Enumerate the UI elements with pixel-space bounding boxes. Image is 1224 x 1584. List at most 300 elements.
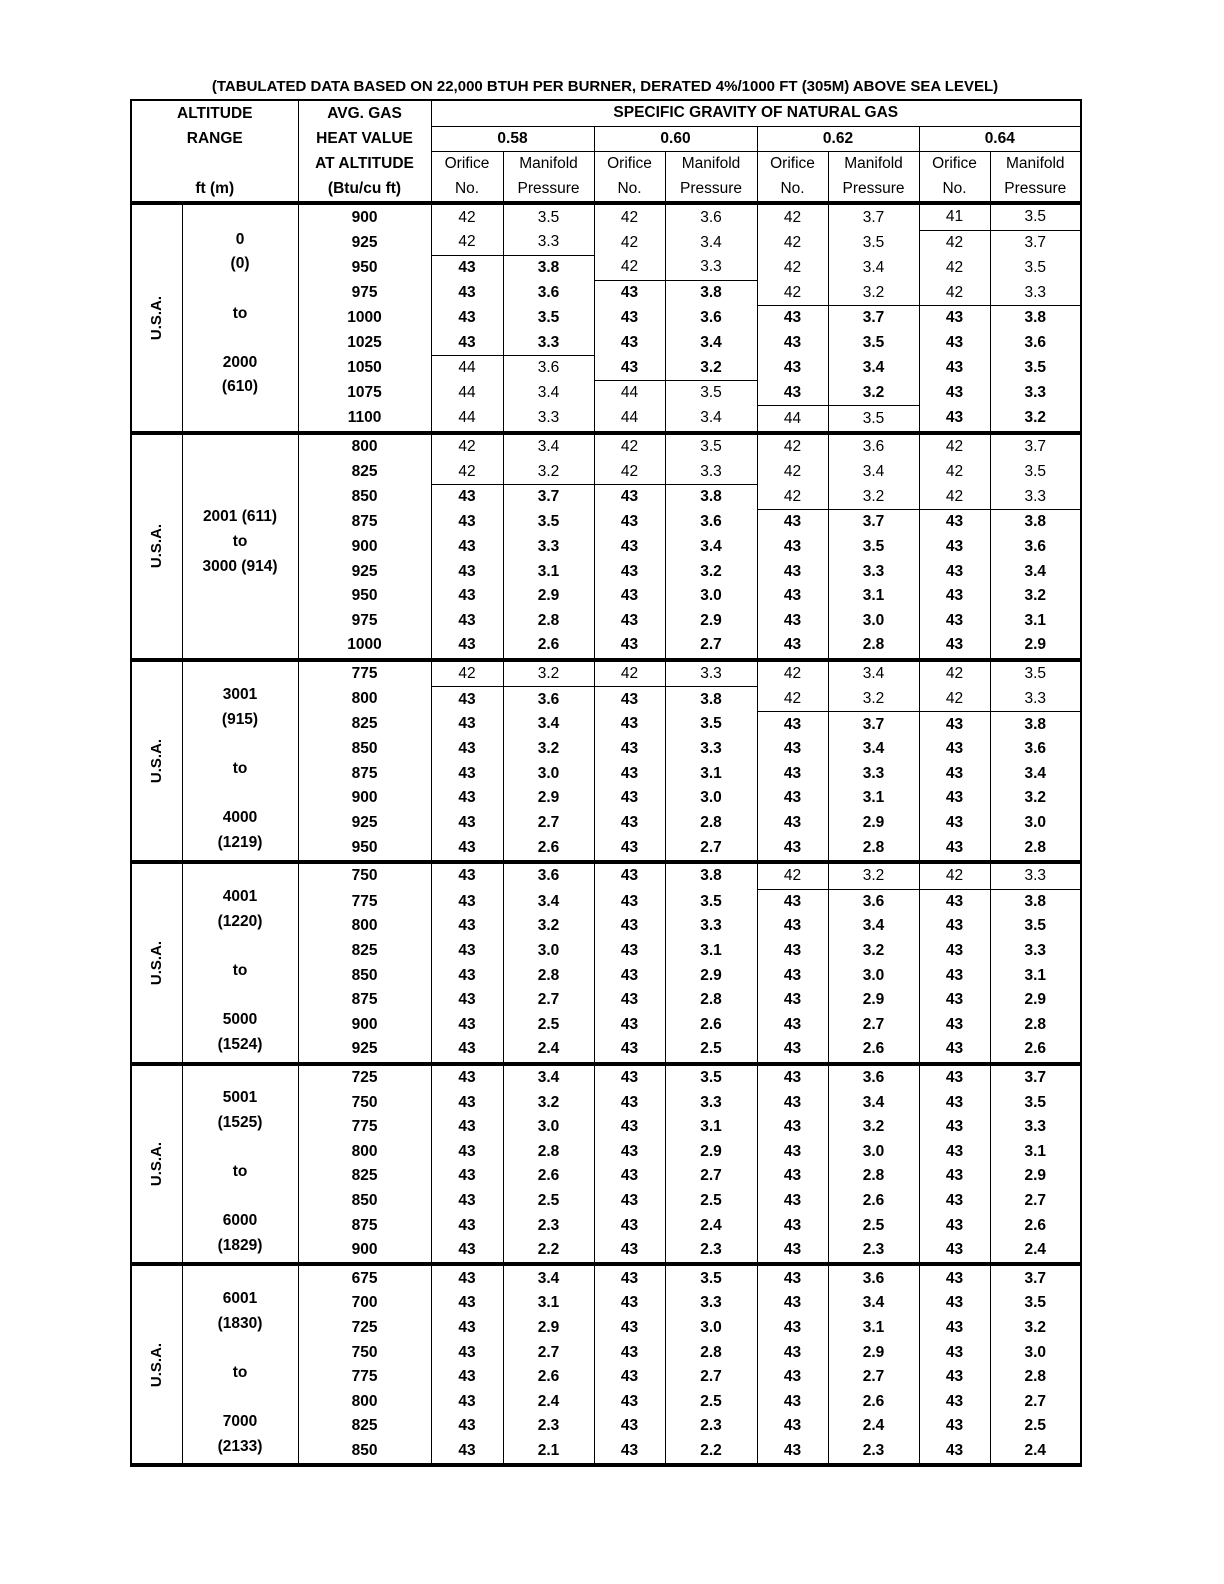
- manifold-pressure-cell: 2.6: [503, 1365, 594, 1390]
- altitude-range-line: (1219): [217, 833, 263, 851]
- orifice-cell: 43: [594, 609, 665, 634]
- orifice-cell: 43: [594, 939, 665, 964]
- manifold-pressure-cell: 2.9: [990, 633, 1081, 660]
- manifold-pressure-cell: 3.2: [828, 485, 919, 510]
- orifice-cell: 43: [919, 1213, 990, 1238]
- orifice-cell: 43: [594, 1365, 665, 1390]
- manifold-pressure-cell: 3.3: [990, 485, 1081, 510]
- manifold-pressure-cell: 3.1: [665, 1115, 757, 1140]
- orifice-cell: 43: [919, 712, 990, 737]
- orifice-cell: 43: [919, 535, 990, 560]
- altitude-range-line: [183, 864, 298, 889]
- manifold-pressure-cell: 3.4: [828, 737, 919, 762]
- heat-value-cell: 825: [298, 459, 431, 484]
- orifice-cell: 43: [431, 737, 503, 762]
- orifice-cell: 43: [757, 963, 828, 988]
- orifice-cell: 42: [919, 255, 990, 280]
- manifold-pressure-cell: 3.0: [665, 786, 757, 811]
- manifold-pressure-cell: 3.3: [990, 280, 1081, 305]
- manifold-pressure-header: Pressure: [828, 177, 919, 204]
- country-label: U.S.A.: [147, 295, 165, 341]
- orifice-cell: 43: [431, 1164, 503, 1189]
- manifold-pressure-cell: 2.5: [503, 1013, 594, 1038]
- orifice-cell: 43: [757, 1139, 828, 1164]
- heat-value-cell: 675: [298, 1264, 431, 1291]
- manifold-pressure-cell: 3.5: [503, 203, 594, 230]
- orifice-cell: 43: [919, 1139, 990, 1164]
- manifold-pressure-cell: 3.3: [665, 459, 757, 484]
- orifice-cell: 43: [431, 584, 503, 609]
- manifold-header: Manifold: [990, 152, 1081, 177]
- altitude-range-line: (1525): [217, 1113, 263, 1131]
- manifold-pressure-cell: 3.5: [828, 230, 919, 255]
- orifice-cell: 43: [594, 1164, 665, 1189]
- manifold-pressure-cell: 3.0: [503, 1115, 594, 1140]
- orifice-no-header: No.: [757, 177, 828, 204]
- altitude-range-line: [183, 1266, 298, 1291]
- orifice-cell: 42: [757, 687, 828, 712]
- manifold-pressure-cell: 2.6: [503, 633, 594, 660]
- altitude-range-line: [183, 662, 298, 687]
- orifice-cell: 43: [919, 510, 990, 535]
- manifold-pressure-cell: 3.6: [665, 305, 757, 330]
- orifice-cell: 43: [757, 1316, 828, 1341]
- manifold-pressure-cell: 2.3: [503, 1414, 594, 1439]
- orifice-cell: 43: [757, 609, 828, 634]
- orifice-cell: 42: [757, 230, 828, 255]
- manifold-pressure-cell: 3.8: [665, 280, 757, 305]
- altitude-range-line: to: [232, 1163, 248, 1181]
- heat-value-cell: 750: [298, 862, 431, 889]
- manifold-header: Manifold: [503, 152, 594, 177]
- table-row: [131, 203, 1081, 230]
- manifold-pressure-cell: 3.7: [990, 1064, 1081, 1091]
- orifice-cell: 43: [431, 510, 503, 535]
- manifold-pressure-cell: 2.5: [828, 1213, 919, 1238]
- orifice-cell: 43: [431, 1291, 503, 1316]
- range-header: RANGE: [131, 126, 298, 152]
- heat-value-cell: 1050: [298, 356, 431, 381]
- orifice-cell: 43: [757, 1365, 828, 1390]
- altitude-range-cell: [182, 660, 298, 862]
- manifold-pressure-cell: 3.5: [990, 1090, 1081, 1115]
- orifice-cell: 43: [757, 988, 828, 1013]
- orifice-cell: 43: [919, 1389, 990, 1414]
- heat-value-cell: 850: [298, 737, 431, 762]
- orifice-cell: 42: [757, 660, 828, 687]
- orifice-cell: 42: [919, 485, 990, 510]
- altitude-range-line: [183, 987, 298, 1012]
- orifice-cell: 43: [757, 737, 828, 762]
- manifold-pressure-cell: 3.7: [990, 433, 1081, 460]
- altitude-range-line: 3000 (914): [202, 557, 278, 575]
- orifice-cell: 43: [594, 737, 665, 762]
- altitude-range-line: 4000: [222, 809, 258, 826]
- altitude-range-line: to: [232, 304, 248, 322]
- orifice-cell: 43: [757, 559, 828, 584]
- manifold-pressure-cell: 3.6: [503, 280, 594, 305]
- heat-value-cell: 950: [298, 584, 431, 609]
- orifice-cell: 43: [919, 1037, 990, 1064]
- manifold-pressure-cell: 3.8: [990, 510, 1081, 535]
- manifold-pressure-cell: 2.8: [665, 811, 757, 836]
- altitude-range-line: (1829): [217, 1236, 263, 1254]
- manifold-pressure-cell: 2.8: [503, 609, 594, 634]
- manifold-pressure-cell: 3.2: [828, 939, 919, 964]
- manifold-pressure-cell: 3.4: [828, 255, 919, 280]
- altitude-range-line: (0): [230, 255, 250, 273]
- orifice-cell: 43: [594, 914, 665, 939]
- heat-value-cell: 1100: [298, 406, 431, 433]
- orifice-cell: 43: [757, 1164, 828, 1189]
- country-cell: [131, 1264, 182, 1465]
- orifice-cell: 43: [757, 1189, 828, 1214]
- manifold-pressure-cell: 3.4: [828, 459, 919, 484]
- orifice-cell: 43: [431, 712, 503, 737]
- manifold-pressure-cell: 3.3: [503, 330, 594, 355]
- altitude-range-line: [183, 281, 298, 306]
- orifice-cell: 43: [431, 835, 503, 862]
- orifice-cell: 44: [431, 406, 503, 433]
- orifice-cell: 43: [757, 1291, 828, 1316]
- manifold-pressure-cell: 3.3: [828, 762, 919, 787]
- manifold-pressure-cell: 3.0: [665, 584, 757, 609]
- orifice-cell: 43: [919, 1414, 990, 1439]
- heat-value-cell: 850: [298, 963, 431, 988]
- country-cell: [131, 203, 182, 433]
- manifold-pressure-cell: 2.2: [665, 1439, 757, 1466]
- orifice-cell: 43: [919, 1090, 990, 1115]
- manifold-pressure-cell: 3.3: [665, 1090, 757, 1115]
- manifold-pressure-cell: 3.3: [665, 660, 757, 687]
- orifice-cell: 43: [594, 633, 665, 660]
- altitude-range-line: [183, 1139, 298, 1164]
- heat-value-cell: 875: [298, 1213, 431, 1238]
- gravity-header-064: 0.64: [919, 126, 1081, 152]
- orifice-cell: 43: [431, 1064, 503, 1091]
- heat-value-cell: 1025: [298, 330, 431, 355]
- manifold-pressure-cell: 3.3: [503, 406, 594, 433]
- orifice-cell: 43: [431, 255, 503, 280]
- heat-value-cell: 900: [298, 1013, 431, 1038]
- country-label: U.S.A.: [147, 738, 165, 783]
- orifice-cell: 43: [431, 1213, 503, 1238]
- orifice-cell: 43: [757, 330, 828, 355]
- manifold-pressure-cell: 2.3: [665, 1238, 757, 1265]
- manifold-pressure-cell: 2.5: [665, 1037, 757, 1064]
- gravity-header-058: 0.58: [431, 126, 594, 152]
- altitude-range-line: [183, 785, 298, 810]
- orifice-cell: 44: [757, 406, 828, 433]
- manifold-pressure-cell: 2.7: [665, 1365, 757, 1390]
- manifold-pressure-cell: 3.2: [828, 1115, 919, 1140]
- orifice-cell: 43: [757, 535, 828, 560]
- table-row: [131, 862, 1081, 889]
- orifice-cell: 43: [919, 356, 990, 381]
- manifold-pressure-cell: 2.4: [503, 1037, 594, 1064]
- orifice-cell: 43: [919, 406, 990, 433]
- manifold-pressure-cell: 2.9: [665, 963, 757, 988]
- heat-value-cell: 825: [298, 1414, 431, 1439]
- orifice-header: Orifice: [431, 152, 503, 177]
- orifice-cell: 43: [431, 1013, 503, 1038]
- altitude-range-line: [183, 330, 298, 355]
- manifold-pressure-cell: 2.9: [503, 1316, 594, 1341]
- orifice-cell: 43: [431, 1090, 503, 1115]
- altitude-range-cell: [182, 433, 298, 660]
- manifold-pressure-cell: 3.5: [828, 406, 919, 433]
- altitude-range-line: to: [232, 961, 248, 979]
- orifice-cell: 43: [594, 1414, 665, 1439]
- orifice-cell: 43: [594, 510, 665, 535]
- orifice-cell: 43: [431, 1238, 503, 1265]
- orifice-cell: 43: [919, 1189, 990, 1214]
- orifice-cell: 43: [757, 786, 828, 811]
- orifice-cell: 42: [594, 255, 665, 280]
- manifold-pressure-cell: 3.2: [665, 356, 757, 381]
- manifold-pressure-cell: 2.4: [990, 1439, 1081, 1466]
- heat-value-cell: 925: [298, 230, 431, 255]
- altitude-range-line: [183, 436, 298, 461]
- altitude-range-line: 5001: [222, 1089, 258, 1107]
- manifold-pressure-cell: 3.4: [828, 356, 919, 381]
- manifold-pressure-cell: 2.8: [665, 988, 757, 1013]
- heat-value-cell: 975: [298, 280, 431, 305]
- orifice-cell: 43: [919, 1365, 990, 1390]
- altitude-range-line: [183, 1189, 298, 1214]
- manifold-pressure-cell: 3.0: [665, 1316, 757, 1341]
- orifice-cell: 43: [594, 1037, 665, 1064]
- orifice-cell: 43: [757, 1439, 828, 1466]
- manifold-pressure-cell: 2.2: [503, 1238, 594, 1265]
- manifold-pressure-cell: 3.0: [990, 1340, 1081, 1365]
- orifice-cell: 43: [757, 1264, 828, 1291]
- orifice-cell: 43: [594, 485, 665, 510]
- manifold-pressure-cell: 3.4: [665, 535, 757, 560]
- heat-value-cell: 850: [298, 485, 431, 510]
- orifice-cell: 43: [919, 1264, 990, 1291]
- orifice-cell: 43: [594, 1213, 665, 1238]
- manifold-pressure-cell: 3.5: [828, 535, 919, 560]
- orifice-cell: 43: [594, 1090, 665, 1115]
- orifice-cell: 43: [431, 1037, 503, 1064]
- orifice-cell: 41: [919, 203, 990, 230]
- manifold-pressure-cell: 3.5: [990, 459, 1081, 484]
- manifold-pressure-cell: 3.5: [503, 305, 594, 330]
- orifice-cell: 43: [919, 737, 990, 762]
- heat-value-cell: 725: [298, 1316, 431, 1341]
- country-cell: [131, 660, 182, 862]
- heat-value-cell: 775: [298, 660, 431, 687]
- orifice-cell: 43: [431, 559, 503, 584]
- manifold-pressure-cell: 3.5: [990, 203, 1081, 230]
- manifold-pressure-cell: 3.0: [503, 762, 594, 787]
- heat-value-cell: 700: [298, 1291, 431, 1316]
- orifice-cell: 43: [594, 584, 665, 609]
- orifice-header: Orifice: [594, 152, 665, 177]
- heat-value-cell: 1000: [298, 305, 431, 330]
- manifold-pressure-cell: 3.4: [990, 762, 1081, 787]
- manifold-pressure-cell: 3.4: [665, 330, 757, 355]
- manifold-pressure-cell: 3.1: [665, 762, 757, 787]
- orifice-cell: 43: [919, 762, 990, 787]
- manifold-pressure-cell: 2.9: [828, 811, 919, 836]
- manifold-pressure-header: Pressure: [990, 177, 1081, 204]
- orifice-cell: 43: [919, 1238, 990, 1265]
- manifold-pressure-cell: 3.6: [990, 737, 1081, 762]
- country-cell: [131, 433, 182, 660]
- orifice-cell: 43: [594, 1238, 665, 1265]
- orifice-cell: 44: [594, 406, 665, 433]
- manifold-pressure-cell: 3.6: [503, 687, 594, 712]
- manifold-pressure-cell: 2.6: [665, 1013, 757, 1038]
- manifold-pressure-cell: 3.5: [503, 510, 594, 535]
- country-label: U.S.A.: [147, 1141, 165, 1187]
- manifold-pressure-cell: 3.2: [503, 1090, 594, 1115]
- altitude-range-line: [183, 404, 298, 429]
- manifold-pressure-cell: 2.5: [665, 1189, 757, 1214]
- manifold-pressure-cell: 3.6: [828, 433, 919, 460]
- manifold-pressure-cell: 3.8: [990, 305, 1081, 330]
- orifice-cell: 43: [757, 1037, 828, 1064]
- country-label: U.S.A.: [147, 1342, 165, 1387]
- document-title: (TABULATED DATA BASED ON 22,000 BTUH PER BURNER, DERATED 4%/1000 FT (305M) ABOVE SEA LEVEL): [211, 78, 999, 95]
- gas-header-line-1: AVG. GAS: [298, 100, 431, 126]
- heat-value-cell: 1075: [298, 381, 431, 406]
- orifice-cell: 43: [431, 914, 503, 939]
- manifold-pressure-cell: 2.7: [828, 1365, 919, 1390]
- manifold-pressure-cell: 2.5: [990, 1414, 1081, 1439]
- orifice-cell: 43: [594, 305, 665, 330]
- manifold-pressure-cell: 3.3: [665, 737, 757, 762]
- altitude-range-line: [183, 938, 298, 963]
- manifold-pressure-cell: 3.4: [990, 559, 1081, 584]
- manifold-pressure-cell: 3.6: [828, 889, 919, 914]
- altitude-range-line: [183, 485, 298, 510]
- orifice-cell: 43: [757, 305, 828, 330]
- heat-value-cell: 825: [298, 1164, 431, 1189]
- orifice-cell: 43: [594, 762, 665, 787]
- manifold-pressure-cell: 2.8: [990, 835, 1081, 862]
- orifice-cell: 43: [594, 1389, 665, 1414]
- manifold-pressure-cell: 2.7: [665, 1164, 757, 1189]
- orifice-cell: 43: [594, 280, 665, 305]
- orifice-cell: 43: [594, 330, 665, 355]
- orifice-cell: 42: [919, 687, 990, 712]
- heat-value-cell: 750: [298, 1340, 431, 1365]
- manifold-pressure-cell: 2.3: [828, 1238, 919, 1265]
- orifice-cell: 43: [919, 786, 990, 811]
- heat-value-cell: 750: [298, 1090, 431, 1115]
- orifice-cell: 43: [431, 1365, 503, 1390]
- manifold-pressure-cell: 3.3: [665, 1291, 757, 1316]
- altitude-range-cell: [182, 1264, 298, 1465]
- orifice-cell: 43: [919, 1291, 990, 1316]
- orifice-cell: 43: [594, 687, 665, 712]
- manifold-pressure-cell: 2.7: [990, 1389, 1081, 1414]
- manifold-pressure-cell: 2.4: [665, 1213, 757, 1238]
- altitude-range-line: (2133): [217, 1437, 263, 1455]
- orifice-cell: 42: [594, 459, 665, 484]
- orifice-cell: 43: [431, 535, 503, 560]
- country-label: U.S.A.: [147, 524, 165, 569]
- manifold-pressure-cell: 2.6: [828, 1189, 919, 1214]
- orifice-cell: 43: [919, 889, 990, 914]
- manifold-pressure-cell: 3.5: [665, 1264, 757, 1291]
- altitude-range-line: (1524): [217, 1035, 263, 1053]
- altitude-header: ALTITUDE: [131, 100, 298, 126]
- manifold-pressure-cell: 2.6: [503, 835, 594, 862]
- orifice-cell: 43: [594, 1439, 665, 1466]
- manifold-pressure-cell: 3.2: [828, 862, 919, 889]
- orifice-cell: 43: [919, 1064, 990, 1091]
- orifice-cell: 43: [919, 835, 990, 862]
- orifice-cell: 43: [431, 889, 503, 914]
- manifold-pressure-cell: 2.8: [503, 1139, 594, 1164]
- table-row: [131, 1064, 1081, 1091]
- orifice-cell: 42: [594, 203, 665, 230]
- heat-value-cell: 825: [298, 712, 431, 737]
- orifice-cell: 43: [431, 609, 503, 634]
- orifice-no-header: No.: [594, 177, 665, 204]
- manifold-pressure-cell: 3.6: [503, 356, 594, 381]
- orifice-cell: 43: [431, 633, 503, 660]
- orifice-cell: 42: [757, 485, 828, 510]
- manifold-pressure-cell: 2.9: [828, 1340, 919, 1365]
- orifice-header: Orifice: [919, 152, 990, 177]
- heat-value-cell: 900: [298, 535, 431, 560]
- orifice-cell: 43: [757, 1213, 828, 1238]
- manifold-pressure-cell: 2.7: [503, 811, 594, 836]
- orifice-cell: 43: [919, 1164, 990, 1189]
- gas-header-line-4: (Btu/cu ft): [298, 177, 431, 204]
- altitude-range-line: (1830): [217, 1314, 263, 1332]
- orifice-cell: 42: [919, 862, 990, 889]
- manifold-pressure-cell: 2.9: [990, 988, 1081, 1013]
- heat-value-cell: 875: [298, 762, 431, 787]
- manifold-pressure-cell: 3.3: [503, 230, 594, 255]
- orifice-cell: 42: [919, 230, 990, 255]
- unit-header: ft (m): [131, 177, 298, 204]
- manifold-pressure-cell: 2.3: [665, 1414, 757, 1439]
- altitude-range-line: 2000: [222, 353, 258, 371]
- manifold-pressure-cell: 3.3: [990, 381, 1081, 406]
- altitude-range-line: (915): [221, 710, 259, 728]
- manifold-pressure-cell: 3.5: [990, 1291, 1081, 1316]
- orifice-cell: 43: [919, 1115, 990, 1140]
- manifold-pressure-cell: 3.6: [828, 1264, 919, 1291]
- heat-value-cell: 950: [298, 835, 431, 862]
- orifice-cell: 42: [431, 203, 503, 230]
- manifold-pressure-cell: 2.5: [665, 1389, 757, 1414]
- altitude-range-line: [183, 460, 298, 485]
- orifice-cell: 42: [431, 433, 503, 460]
- manifold-pressure-cell: 3.3: [503, 535, 594, 560]
- manifold-pressure-cell: 2.9: [828, 988, 919, 1013]
- manifold-pressure-cell: 3.7: [990, 1264, 1081, 1291]
- altitude-range-line: [183, 207, 298, 232]
- orifice-cell: 43: [431, 1414, 503, 1439]
- manifold-pressure-cell: 2.7: [990, 1189, 1081, 1214]
- manifold-pressure-cell: 2.8: [828, 1164, 919, 1189]
- orifice-cell: 43: [594, 889, 665, 914]
- orifice-cell: 43: [919, 1439, 990, 1466]
- orifice-cell: 43: [594, 1115, 665, 1140]
- manifold-pressure-cell: 2.8: [990, 1013, 1081, 1038]
- manifold-pressure-cell: 3.7: [828, 510, 919, 535]
- manifold-pressure-cell: 3.4: [503, 381, 594, 406]
- manifold-pressure-cell: 2.8: [503, 963, 594, 988]
